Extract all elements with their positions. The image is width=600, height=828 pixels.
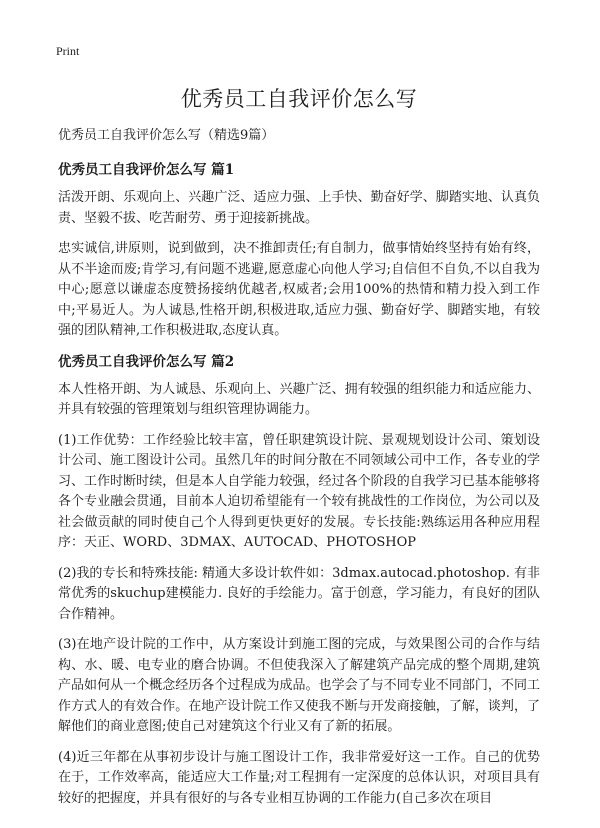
paragraph: (3)在地产设计院的工作中，从方案设计到施工图的完成，与效果图公司的合作与结构、水、暖、电专业的磨合协调。不但使我深入了解建筑产品完成的整个周期,建筑产品如何从一个概念经历各个过程成为成品。也学会了与不同专业不同部门，不同工作方式人的有效合作。在地产设计院工作又使我不断与开发商接触，了解，谈判，了解他们的商业意图;使自己对建筑这个行业又有了新的拓展。 bbox=[58, 637, 540, 734]
document-subtitle: 优秀员工自我评价怎么写（精选9篇） bbox=[58, 128, 275, 143]
paragraph: 忠实诚信,讲原则，说到做到，决不推卸责任;有自制力，做事情始终坚持有始有终，从不半途而废;肯学习,有问题不逃避,愿意虚心向他人学习;自信但不自负,不以自我为中心;愿意以谦虚态度赞扬接纳优越者,权威者;会用100%的热情和精力投入到工作中;平易近人。为人诚恳,性格开朗,积极进取,适应力强、勤奋好学、脚踏实地，有较强的团队精神,工作积极进取,态度认真。 bbox=[58, 241, 540, 338]
section-1 bbox=[58, 160, 540, 342]
paragraph: (1)工作优势：工作经验比较丰富，曾任职建筑设计院、景观规划设计公司、策划设计公司、施工图设计公司。虽然几年的时间分散在不同领域公司中工作，各专业的学习、工作时断时续，但是本人自学能力较强，经过各个阶段的自我学习已基本能够将各个专业融会贯通，目前本人迫切希望能有一个较有挑战性的工作岗位，为公司以及社会做贡献的同时使自己个人得到更快更好的发展。专长技能:熟练运用各种应用程序：天正、WORD、3DMAX、AUTOCAD、PHOTOSHOP bbox=[58, 432, 540, 550]
document-title: 优秀员工自我评价怎么写 bbox=[180, 87, 418, 111]
paragraph: 活泼开朗、乐观向上、兴趣广泛、适应力强、上手快、勤奋好学、脚踏实地、认真负责、坚毅不拔、吃苦耐劳、勇于迎接新挑战。 bbox=[58, 190, 540, 226]
section-heading: 优秀员工自我评价怎么写 篇2 bbox=[58, 353, 235, 370]
print-link[interactable]: Print bbox=[56, 44, 80, 58]
section-heading: 优秀员工自我评价怎么写 篇1 bbox=[58, 162, 235, 178]
paragraph: (2)我的专长和特殊技能: 精通大多设计软件如：3dmax.autocad.photoshop. 有非常优秀的skuchup建模能力. 良好的手绘能力。富于创意，学习能力，有良好的团队合作精神。 bbox=[58, 565, 540, 622]
paragraph: 本人性格开朗、为人诚恳、乐观向上、兴趣广泛、拥有较强的组织能力和适应能力、并具有较强的管理策划与组织管理协调能力。 bbox=[58, 381, 540, 417]
paragraph: (4)近三年都在从事初步设计与施工图设计工作，我非常爱好这一工作。自己的优势在于，工作效率高，能适应大工作量;对工程拥有一定深度的总体认识，对项目具有较好的把握度，并具有很好的与各专业相互协调的工作能力(自己多次在项目 bbox=[58, 749, 540, 806]
section-2 bbox=[58, 352, 540, 810]
